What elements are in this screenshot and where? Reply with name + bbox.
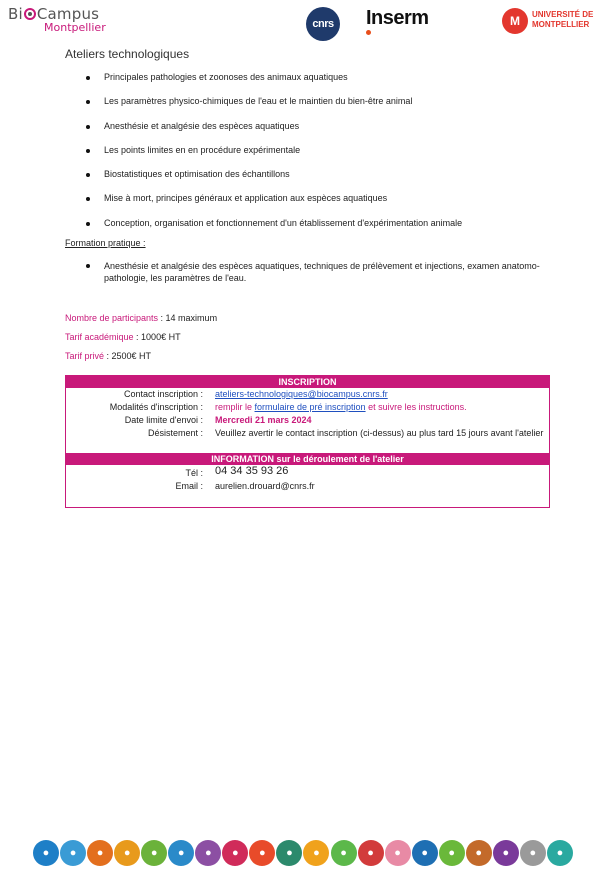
- biocampus-logo-subtitle: Montpellier: [44, 21, 106, 34]
- cell-culture-icon: ●: [385, 840, 411, 866]
- platforms-footer: [33, 840, 573, 870]
- modalites-label: Modalités d'inscription :: [109, 402, 203, 412]
- biocampus-logo-wordmark: [8, 6, 120, 22]
- biocampus-logo-circle-icon: [24, 8, 36, 20]
- main-content: [65, 44, 552, 369]
- list-item: Anesthésie et analgésie des espèces aquatiques: [65, 121, 552, 145]
- email-value: aurelien.drouard@cnrs.fr: [215, 481, 315, 491]
- contact-email-link[interactable]: ateliers-technologiques@biocampus.cnrs.fr: [215, 389, 388, 399]
- sequencing-icon: ●: [195, 840, 221, 866]
- page-header: [0, 0, 594, 44]
- proteomics-icon: ●: [222, 840, 248, 866]
- tel-value: 04 34 35 93 26: [215, 465, 289, 477]
- academic-fee-value: : 1000€ HT: [133, 332, 181, 343]
- email-row: [66, 480, 549, 493]
- bioinformatics-icon: ●: [331, 840, 357, 866]
- antibody-icon: ●: [141, 840, 167, 866]
- academic-fee-line: [65, 331, 552, 350]
- list-item: Mise à mort, principes généraux et application aux espèces aquatiques: [65, 193, 552, 217]
- zebrafish-icon: ●: [547, 840, 573, 866]
- private-fee-value: : 2500€ HT: [104, 351, 152, 362]
- biocampus-logo-text-campus: Campus: [36, 5, 100, 23]
- desistement-label: Désistement :: [147, 428, 203, 438]
- behavior-icon: ●: [466, 840, 492, 866]
- list-item: Conception, organisation et fonctionnement d'un établissement d'expérimentation animale: [65, 218, 552, 242]
- metabolomics-icon: ●: [358, 840, 384, 866]
- section-title: Ateliers technologiques: [65, 47, 190, 61]
- um-logo-line2: MONTPELLIER: [532, 20, 590, 29]
- transgenesis-icon: ●: [493, 840, 519, 866]
- structural-biology-icon: ●: [276, 840, 302, 866]
- biocampus-logo-text-bi: Bi: [8, 5, 23, 23]
- tel-row: [66, 465, 549, 480]
- deadline-row: [66, 414, 549, 427]
- deadline-value: Mercredi 21 mars 2024: [215, 415, 312, 425]
- genomics-icon: ●: [249, 840, 275, 866]
- participants-line: [65, 312, 552, 331]
- um-logo-line1: UNIVERSITÉ DE: [532, 10, 594, 19]
- universite-montpellier-logo: [502, 6, 594, 38]
- biocampus-logo: [8, 6, 120, 36]
- topics-list: [65, 72, 552, 242]
- list-item: Les points limites en en procédure expérimentale: [65, 145, 552, 169]
- tel-label: Tél :: [185, 468, 203, 478]
- list-item: Principales pathologies et zoonoses des animaux aquatiques: [65, 72, 552, 96]
- inscription-header: INSCRIPTION: [66, 376, 549, 388]
- contact-label: Contact inscription :: [123, 389, 203, 399]
- academic-fee-label: Tarif académique: [65, 332, 134, 343]
- modalites-row: [66, 401, 549, 414]
- participants-label: Nombre de participants: [65, 313, 159, 324]
- desistement-row: [66, 427, 549, 453]
- chemistry-icon: ●: [412, 840, 438, 866]
- um-badge-icon: M: [502, 8, 528, 34]
- imaging-icon: ●: [168, 840, 194, 866]
- inscription-box: [65, 375, 550, 508]
- practical-list: [65, 260, 552, 284]
- aquatic-icon: ●: [520, 840, 546, 866]
- deadline-label: Date limite d'envoi :: [124, 415, 203, 425]
- cnrs-logo: cnrs: [306, 7, 340, 41]
- desistement-value: Veuillez avertir le contact inscription (ci-dessus) au plus tard 15 jours avant l'atelier: [215, 428, 544, 438]
- virology-icon: ●: [303, 840, 329, 866]
- modalites-value: [215, 401, 545, 413]
- molecular-icon: ●: [439, 840, 465, 866]
- microscopy-platform-icon: ●: [33, 840, 59, 866]
- email-label: Email :: [175, 481, 203, 491]
- list-item: Les paramètres physico-chimiques de l'eau et le maintien du bien-être animal: [65, 96, 552, 120]
- information-header: INFORMATION sur le déroulement de l'atelier: [66, 453, 549, 465]
- list-item: Biostatistiques et optimisation des échantillons: [65, 169, 552, 193]
- participants-value: : 14 maximum: [158, 313, 218, 324]
- modalites-text-post: et suivre les instructions.: [365, 402, 467, 412]
- fees-block: [65, 312, 552, 369]
- contact-row: [66, 388, 549, 401]
- inserm-logo-dot: [366, 30, 371, 35]
- inserm-logo: Inserm: [366, 7, 429, 29]
- modalites-text-pre: remplir le: [215, 402, 255, 412]
- histology-icon: ●: [87, 840, 113, 866]
- private-fee-label: Tarif privé: [65, 351, 105, 362]
- cytometry-icon: ●: [60, 840, 86, 866]
- practical-training-label: Formation pratique :: [65, 238, 146, 249]
- animal-facility-icon: ●: [114, 840, 140, 866]
- um-logo-text: [532, 10, 593, 30]
- private-fee-line: [65, 350, 552, 369]
- list-item: Anesthésie et analgésie des espèces aquatiques, techniques de prélèvement et injections, examen anatomo-pathologie, les paramètres de l'eau.: [65, 260, 552, 284]
- preregistration-form-link[interactable]: formulaire de pré inscription: [254, 402, 366, 412]
